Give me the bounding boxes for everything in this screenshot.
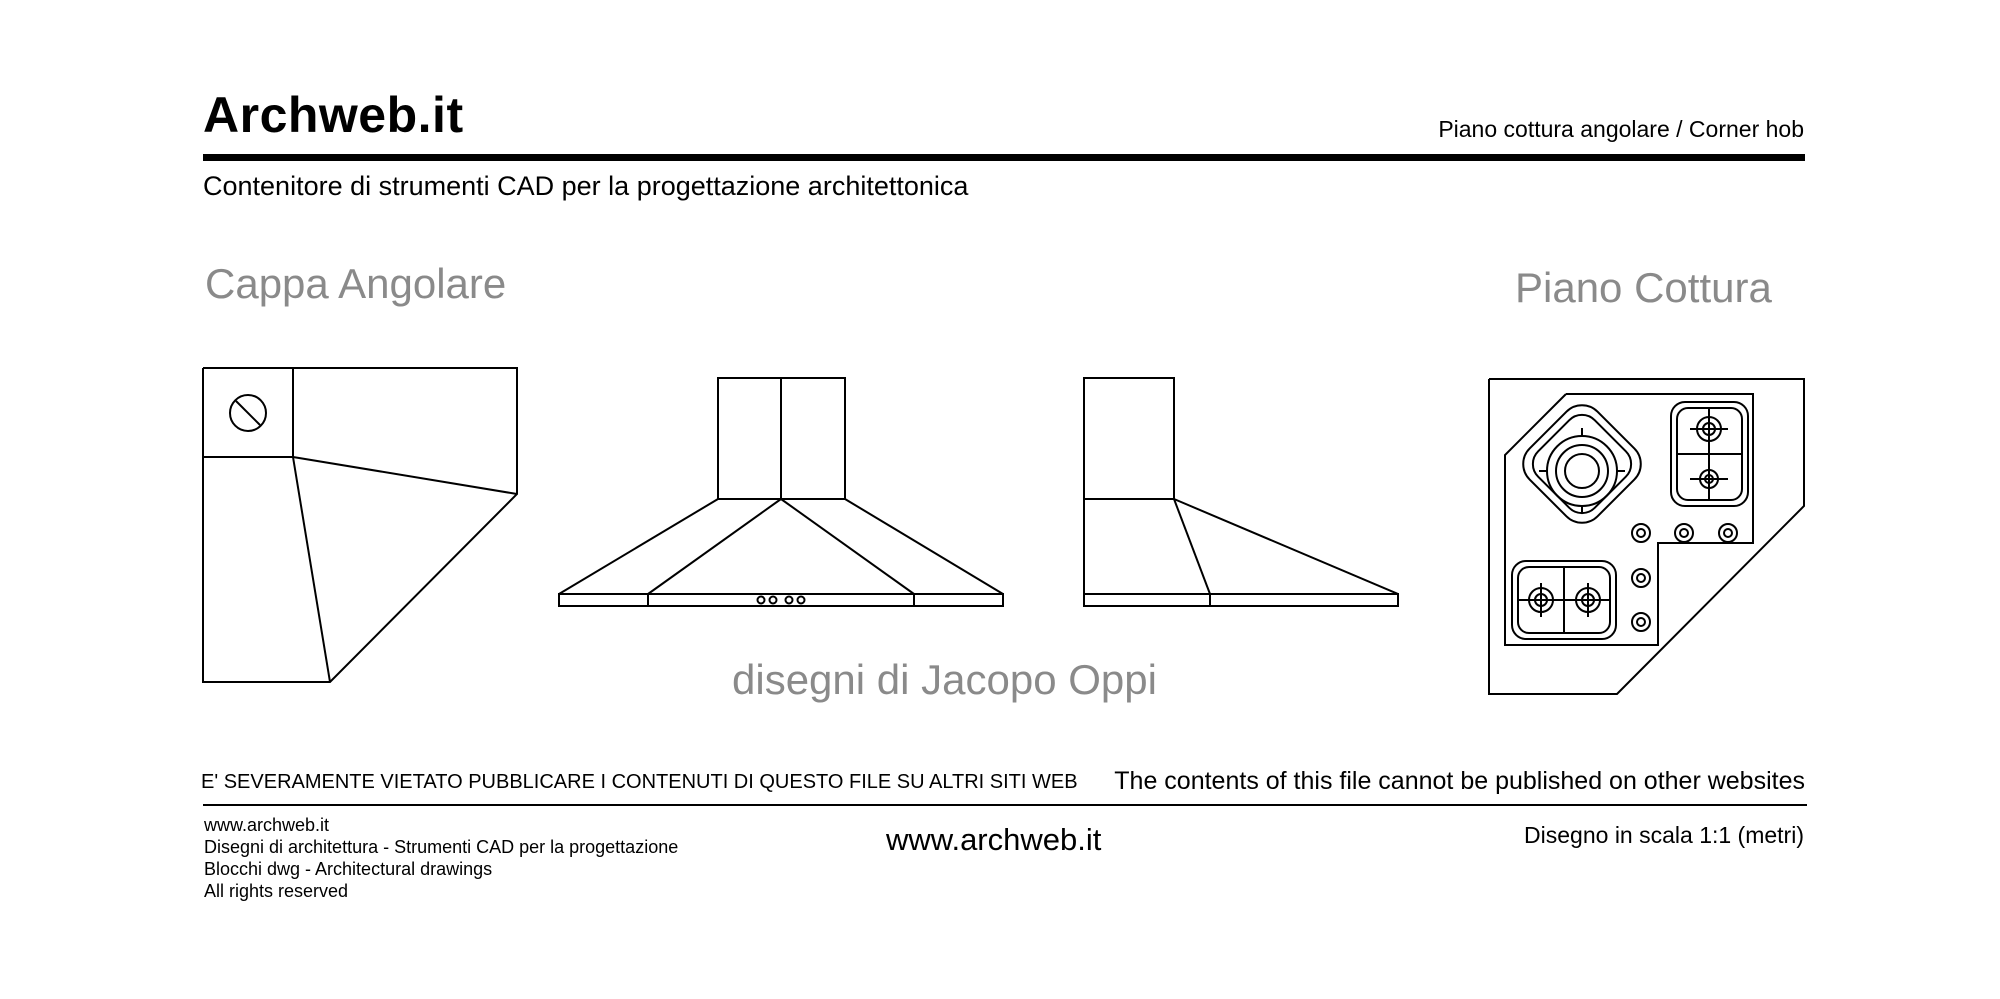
label-corner-hood: Cappa Angolare (205, 260, 507, 307)
control-knob (786, 597, 793, 604)
burner-pair-right (1671, 402, 1748, 506)
footer-line: www.archweb.it (204, 815, 330, 835)
drawing-title: Piano cottura angolare / Corner hob (1438, 116, 1804, 142)
header-subtitle: Contenitore di strumenti CAD per la progettazione architettonica (203, 171, 969, 201)
control-knob (798, 597, 805, 604)
footer-website-link[interactable]: www.archweb.it (886, 822, 1102, 857)
author-credit: disegni di Jacopo Oppi (732, 656, 1157, 703)
footer-divider (203, 804, 1807, 806)
footer-line: Blocchi dwg - Architectural drawings (204, 859, 493, 879)
corner-cooktop-plan (1489, 379, 1804, 694)
footer-line: Disegni di architettura - Strumenti CAD per la progettazione (204, 837, 679, 857)
drawing-scale: Disegno in scala 1:1 (metri) (1524, 822, 1804, 848)
wok-burner (1514, 396, 1650, 532)
corner-hood-plan (203, 368, 517, 682)
copyright-notice-italian: E' SEVERAMENTE VIETATO PUBBLICARE I CONTENUTI DI QUESTO FILE SU ALTRI SITI WEB (201, 771, 1078, 793)
copyright-notice-english: The contents of this file cannot be published on other websites (1114, 767, 1805, 795)
footer-line: All rights reserved (204, 881, 349, 901)
cooktop-knobs (1632, 524, 1737, 631)
label-cooktop: Piano Cottura (1515, 264, 1772, 311)
corner-hood-front-elevation (559, 378, 1003, 606)
corner-hood-side-elevation (1084, 378, 1398, 606)
footer-info (204, 814, 678, 902)
control-knob (758, 597, 765, 604)
control-knob (770, 597, 777, 604)
brand-title: Archweb.it (203, 87, 464, 143)
burner-pair-left (1512, 561, 1616, 639)
